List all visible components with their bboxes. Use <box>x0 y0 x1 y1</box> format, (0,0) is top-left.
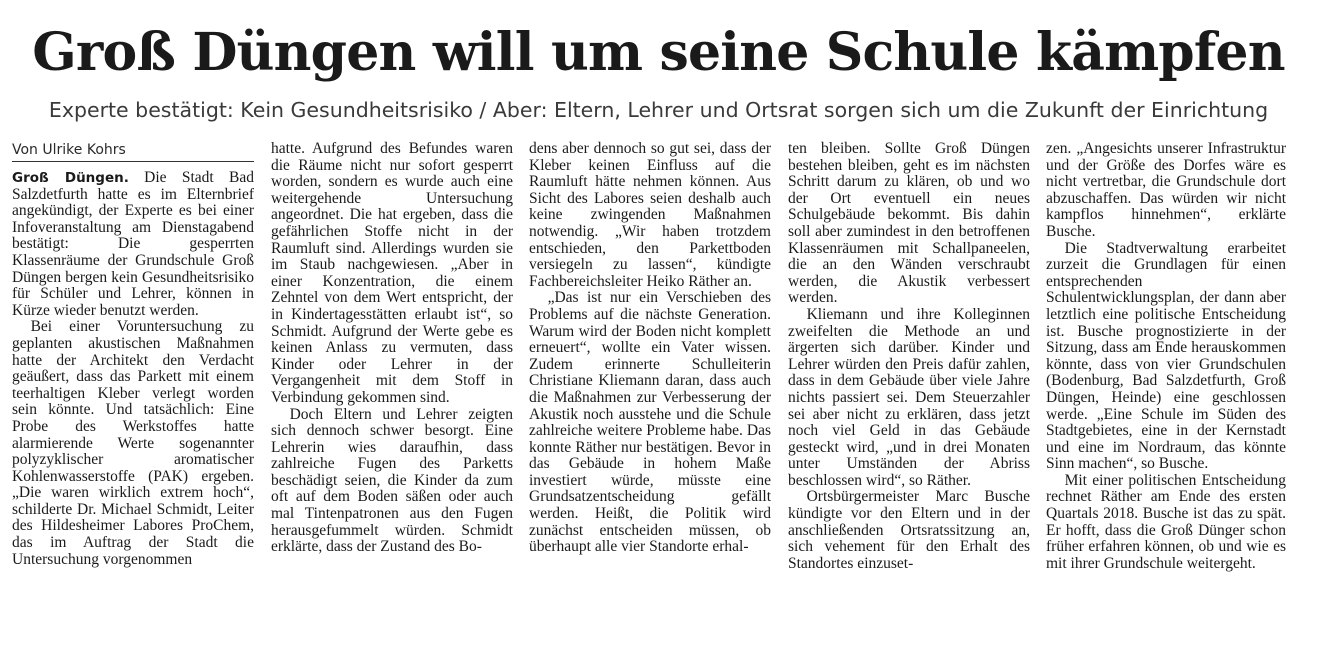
article-paragraph: Kliemann und ihre Kolleginnen zweifelten die Methode an und ärgerten sich darüber. Kinder und Lehrer würden den Preis dafür zahlen, dass in dem Gebäude über viele Jahre nichts passiert sei. Dem Steuerzahler sei aber nicht zu erklären, dass jetzt noch viel Geld in das Gebäude gesteckt wird, „und in drei Monaten unter Umständen der Abriss beschlossen wird“, so Räther. <box>788 305 1030 489</box>
article-paragraph: Die Stadtverwaltung erarbeitet zurzeit die Grundlagen für einen entsprechenden Schulentwicklungsplan, der dann aber letztlich eine politische Entscheidung ist. Busche prognostizierte in der Sitzung, dass am Ende herauskommen könnte, dass von vier Grundschulen (Bodenburg, Bad Salzdetfurth, Groß Düngen, Heinde) eine geschlossen werde. „Eine Schule im Süden des Stadtgebietes, eine in der Kernstadt und eine im Nordraum, das könnte Sinn machen“, so Busche. <box>1046 239 1286 473</box>
paragraph-text: Die Stadt Bad Salzdetfurth hatte es im Elternbrief angekündigt, der Experte es bei einer Infoveranstaltung am Dienstagabend bestätigt: Die gesperrten Klassenräume der Grundschule Groß Düngen bergen kein Gesundheitsrisiko für Schüler und Lehrer, können in Kürze wieder benutzt werden. <box>12 169 254 319</box>
byline: Von Ulrike Kohrs <box>12 141 254 162</box>
article-paragraph: Mit einer politischen Entscheidung rechnet Räther am Ende des ersten Quartals 2018. Busche ist das zu spät. Er hofft, dass die Groß Dünger schon früher erfahren können, ob und wie es mit ihrer Grundschule weitergeht. <box>1046 471 1286 572</box>
article-paragraph <box>12 170 254 319</box>
article-paragraph: dens aber dennoch so gut sei, dass der Kleber keinen Einfluss auf die Raumluft hätte nehmen können. Aus Sicht des Labores seien deshalb auch keine zwingenden Maßnahmen notwendig. „Wir haben trotzdem entschieden, den Parkettboden versiegeln zu lassen“, kündigte Fachbereichsleiter Heiko Räther an. <box>529 141 771 290</box>
article-headline: Groß Düngen will um seine Schule kämpfen <box>32 22 1285 83</box>
article-column-3 <box>529 141 771 671</box>
article-paragraph: zen. „Angesichts unserer Infrastruktur und der Größe des Dorfes wäre es nicht vertretbar, die Grundschule dort abzuschaffen. Das würden wir nicht kampflos hinnehmen“, erklärte Busche. <box>1046 141 1286 240</box>
article-column-4 <box>788 141 1030 671</box>
article-paragraph: ten bleiben. Sollte Groß Düngen bestehen bleiben, geht es im nächsten Schritt darum zu klären, ob und wo der Ort eventuell ein neues Schulgebäude bekommt. Bis dahin soll aber zumindest in den betroffenen Klassenräumen mit Schallpaneelen, die an den Wänden verschraubt werden, die Akustik verbessert werden. <box>788 141 1030 307</box>
article-column-5 <box>1046 141 1286 671</box>
article-paragraph: Ortsbürgermeister Marc Busche kündigte vor den Eltern und in der anschließenden Ortsratssitzung an, sich vehement für den Erhalt des Standortes einzuset- <box>788 488 1030 572</box>
article-paragraph: „Das ist nur ein Verschieben des Problems auf die nächste Generation. Warum wird der Boden nicht komplett erneuert“, wollte ein Vater wissen. Zudem erinnerte Schulleiterin Christiane Kliemann daran, dass auch die Maßnahmen zur Verbesserung der Akustik noch ausstehe und die Schule zahlreiche weitere Probleme habe. Das konnte Räther nur bestätigen. Bevor in das Gebäude in hohem Maße investiert würde, müsste eine Grundsatzentscheidung gefällt werden. Heißt, die Politik wird zunächst entscheiden müssen, ob überhaupt alle vier Standorte erhal- <box>529 289 771 556</box>
article-column-2 <box>271 141 513 671</box>
article-paragraph: hatte. Aufgrund des Befundes waren die Räume nicht nur sofort gesperrt worden, sondern es wurde auch eine weitergehende Untersuchung angeordnet. Die hat ergeben, dass die gefährlichen Stoffe nicht in der Raumluft sind. Allerdings wurden sie im Staub nachgewiesen. „Aber in einer Konzentration, die einem Zehntel von dem Wert entspricht, der in Kindertagesstätten erlaubt ist“, so Schmidt. Aufgrund der Werte gebe es keinen Anlass zu vermuten, dass Kinder oder Lehrer in der Vergangenheit mit dem Stoff in Verbindung gekommen sind. <box>271 141 513 406</box>
article-paragraph: Doch Eltern und Lehrer zeigten sich dennoch schwer besorgt. Eine Lehrerin wies daraufhin, dass zahlreiche Fugen des Parketts beschädigt seien, die Kinder da zum oft auf dem Boden säßen oder auch mal Tintenpatronen aus den Fugen herausgefummelt würden. Schmidt erklärte, dass der Zustand des Bo- <box>271 405 513 556</box>
article-column-1 <box>12 141 254 671</box>
article-paragraph: Bei einer Voruntersuchung zu geplanten akustischen Maßnahmen hatte der Architekt den Verdacht geäußert, dass das Parkett mit einem teerhaltigen Kleber verlegt worden sein könnte. Und tatsächlich: Eine Probe des Werkstoffes hatte alarmierende Werte sogenannter polyzyklischer aromatischer Kohlenwasserstoffe (PAK) ergeben. „Die waren wirklich extrem hoch“, schilderte Dr. Michael Schmidt, Leiter des Hildesheimer Labores ProChem, das im Auftrag der Stadt die Untersuchung vorgenommen <box>12 318 254 568</box>
dateline: Groß Düngen. <box>12 170 129 186</box>
article-subheadline: Experte bestätigt: Kein Gesundheitsrisiko / Aber: Eltern, Lehrer und Ortsrat sorgen sich um die Zukunft der Einrichtung <box>48 98 1269 122</box>
